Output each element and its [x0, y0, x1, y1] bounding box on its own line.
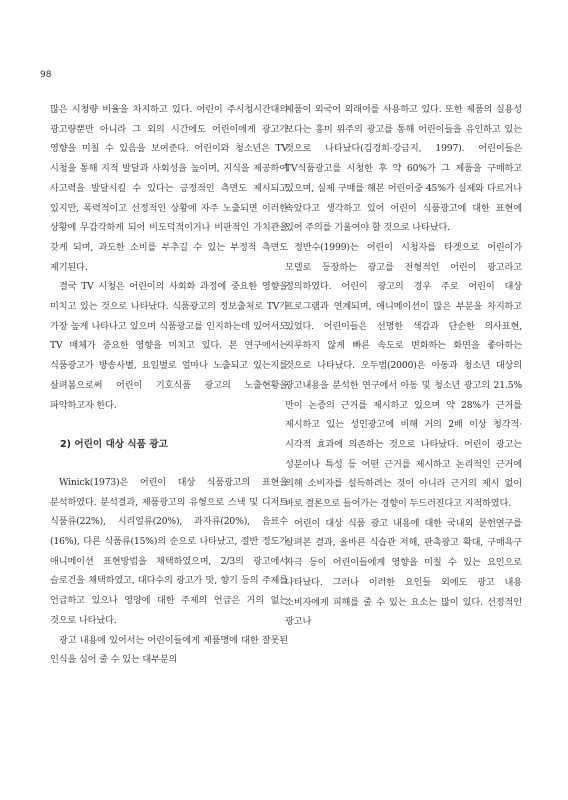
- section-heading: 2) 어린이 대상 식품 광고: [60, 439, 168, 451]
- paragraph: Winick(1973)은 어린이 대상 식품광고의 표현을 분석하였다. 분석결과, 제품광고의 유형으로 스낵 및 디저트 식품류(22%), 시리얼류(20%), 과자류(20%), 음료수(16%), 다른 식품류(15%)의 순으로 나타났고, 절반 정도가 애니메이션 표현방법을 채택하였으며, 2/3의 광고에서 슬로건을 채택하였고, 대다수의 광고가 맛, 향기 등의 주제를 언급하고 있으나 영양에 대한 주제의 언급은 거의 없는 것으로 나타났다.: [50, 476, 288, 626]
- paragraph: 정반수(1999)는 어린이 시청자를 타겟으로 어린이가 모델로 등장하는 광고를 전형적인 어린이 광고라고 정의하였다. 어린이 광고의 경우 주로 어린이 대상 프로그램과 연계되며, 애니메이션이 많은 부분을 차지하고 있었다. 어린이들은 선명한 색감과 단순한 의사표현, 지루하지 않게 빠른 속도로 변화하는 화면을 좋아하는 것으로 나타났다. 오두범(2000)은 아동과 청소년 대상의 광고내용을 분석한 연구에서 아동 및 청소년 광고의 21.5%만이 논증의 근거를 제시하고 있으며 약 28%가 근거를 제시하고 있는 성인광고에 비해 거의 2배 이상 청각적·시각적 효과에 의존하는 것으로 나타났다. 어린이 광고는 성분이나 특성 등 어떤 근거를 제시하고 논리적인 근거에 의해 소비자를 설득하려는 것이 아니라 근거의 제시 없이 바로 결론으로 들어가는 경향이 두드러진다고 지적하였다.: [285, 241, 522, 510]
- paragraph: 많은 시청량 비율을 차지하고 있다. 어린이 주시청시간대의 광고량뿐만 아니라 그 외의 시간에도 어린이에게 광고가 영향을 미칠 수 있음을 보여준다. 어린이와 청소년은 TV 시청을 통해 지적 발달과 사회성을 높이며, 지식을 제공하여 사고력을 발달시킬 수 있다는 긍정적인 측면도 제시되고 있지만, 폭력적이고 선정적인 상황에 자주 노출되면 이러한 상황에 무감각하게 되어 비도덕적이거나 비판적인 가치관을 갖게 되며, 과도한 소비를 부추길 수 있는 부정적 측면도 제기된다.: [50, 104, 288, 273]
- paragraph: 광고 내용에 있어서는 어린이들에게 제품명에 대한 잘못된 인식을 심어 줄 수 있는 대부분의: [50, 634, 288, 666]
- page-number: 98: [40, 70, 52, 80]
- left-column: [50, 100, 288, 670]
- paragraph: 어린이 대상 식품 광고 내용에 대한 국내외 문헌연구를 살펴본 결과, 올바른 식습관 저해, 판촉광고 확대, 구매욕구 자극 등이 어린이들에게 영향을 미칠 수 있는 요인으로 나타났다. 그러나 이러한 요인들 외에도 광고 내용 소비자에게 피해를 줄 수 있는 요소는 많이 있다. 선정적인 광고나: [285, 517, 522, 628]
- right-column: [285, 100, 522, 632]
- paragraph: 제품이 외국어 외래어를 사용하고 있다. 또한 제품의 실용성 보다는 흥미 위주의 광고를 통해 어린이들을 유인하고 있는 것으로 나타났다(김경희·강금지, 1997). 어린이들은 TV식품광고를 시청한 후 약 60%가 그 제품을 구매하고 있으며, 실제 구매를 해본 어린이중 45%가 실제와 다르거나 속았다고 생각하고 있어 어린이 식품광고에 대한 표현에 있어 주의를 기울여야 할 것으로 나타났다.: [285, 104, 522, 234]
- paragraph: 결국 TV 시청은 어린이의 사회화 과정에 중요한 영향을 미치고 있는 것으로 나타났다. 식품광고의 정보출처로 TV가 가장 높게 나타나고 있으며 식품광고를 인지하는데 있어서도 TV 매체가 중요한 영향을 미치고 있다. 본 연구에서는 식품광고가 방송사별, 요일별로 얼마나 노출되고 있는지를 살펴봄으로써 어린이 기호식품 광고의 노출현황을 파악하고자 한다.: [50, 281, 288, 411]
